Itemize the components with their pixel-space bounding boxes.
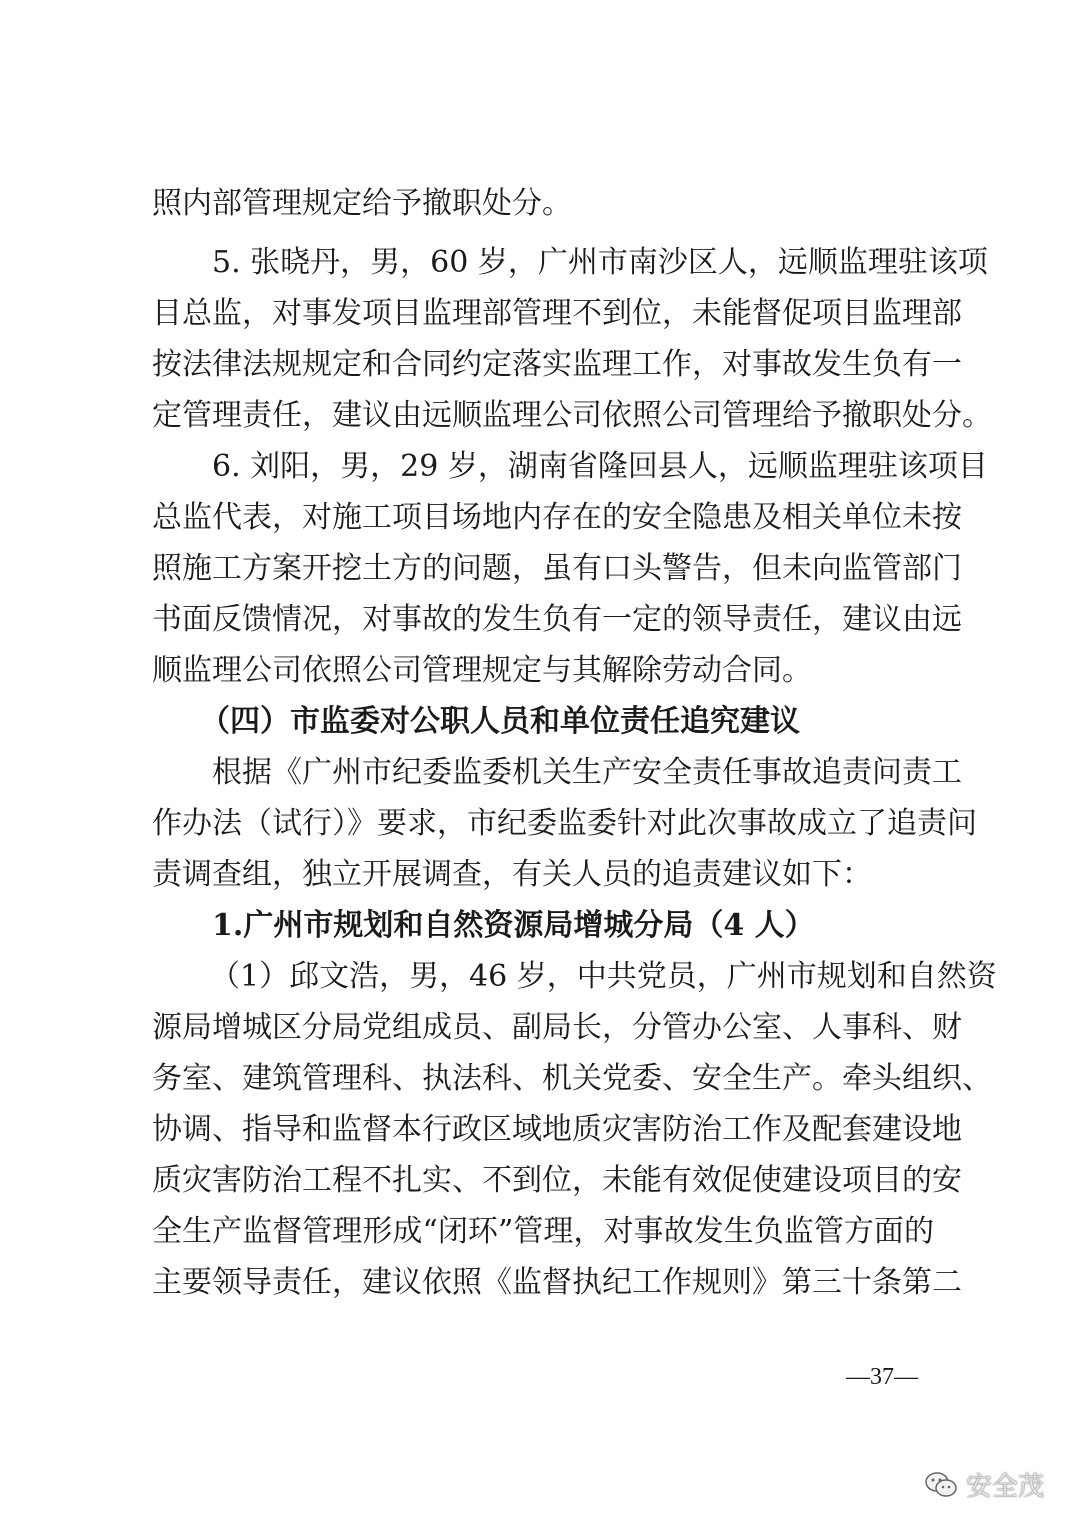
section-heading: （四）市监委对公职人员和单位责任追究建议	[200, 704, 800, 739]
watermark-text: 安全茂	[966, 1472, 1045, 1502]
body-text-line: 协调、指导和监督本行政区域地质灾害防治工作及配套建设地	[152, 1112, 962, 1147]
body-text-line: 定管理责任，建议由远顺监理公司依照公司管理给予撤职处分。	[152, 398, 992, 433]
page-number: —37—	[846, 1364, 918, 1390]
body-text-line: 6. 刘阳，男，29 岁，湖南省隆回县人，远顺监理驻该项目	[212, 449, 988, 484]
body-text-line: 作办法（试行）》要求，市纪委监委针对此次事故成立了追责问	[152, 806, 977, 841]
body-text-line: 目总监，对事发项目监理部管理不到位，未能督促项目监理部	[152, 296, 962, 331]
body-text-line: 顺监理公司依照公司管理规定与其解除劳动合同。	[152, 653, 812, 688]
subsection-heading: 1.广州市规划和自然资源局增城分局（4 人）	[212, 908, 815, 943]
body-text-line: 根据《广州市纪委监委机关生产安全责任事故追责问责工	[212, 755, 962, 790]
body-text-line: 5. 张晓丹，男，60 岁，广州市南沙区人，远顺监理驻该项	[212, 245, 988, 280]
body-text-line: 书面反馈情况，对事故的发生负有一定的领导责任，建议由远	[152, 602, 962, 637]
watermark	[924, 1466, 1044, 1503]
body-text-line: 总监代表，对施工项目场地内存在的安全隐患及相关单位未按	[152, 500, 962, 535]
body-text-line: 务室、建筑管理科、执法科、机关党委、安全生产。牵头组织、	[152, 1061, 992, 1096]
body-text-line: 全生产监督管理形成“闭环”管理，对事故发生负监管方面的	[152, 1214, 934, 1249]
body-text-line: 源局增城区分局党组成员、副局长，分管办公室、人事科、财	[152, 1010, 962, 1045]
body-text-line: （1）邱文浩，男，46 岁，中共党员，广州市规划和自然资	[210, 959, 997, 994]
body-text-line: 主要领导责任，建议依照《监督执纪工作规则》第三十条第二	[152, 1265, 962, 1300]
body-text-line: 照内部管理规定给予撤职处分。	[152, 186, 572, 221]
body-text-line: 质灾害防治工程不扎实、不到位，未能有效促使建设项目的安	[152, 1163, 962, 1198]
body-text-line: 按法律法规规定和合同约定落实监理工作，对事故发生负有一	[152, 347, 962, 382]
body-text-line: 照施工方案开挖土方的问题，虽有口头警告，但未向监管部门	[152, 551, 962, 586]
wechat-icon	[924, 1471, 958, 1499]
body-text-line: 责调查组，独立开展调查，有关人员的追责建议如下：	[152, 857, 872, 892]
